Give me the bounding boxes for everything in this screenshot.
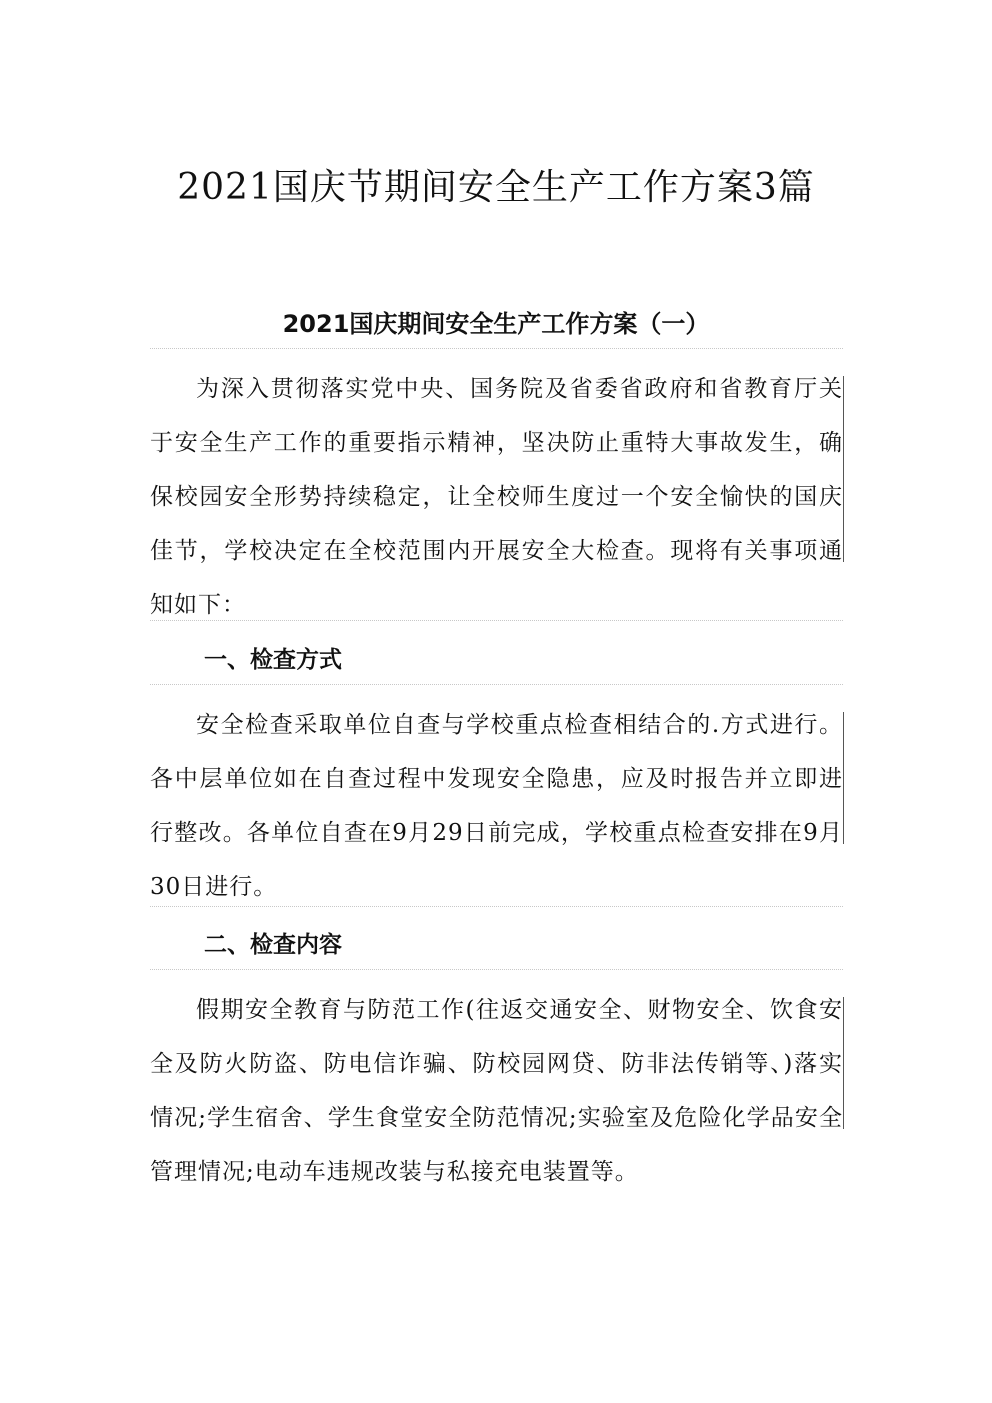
divider [150, 348, 843, 349]
divider [150, 684, 843, 685]
divider [150, 906, 843, 907]
heading-inspection-content: 二、检查内容 [204, 932, 342, 958]
document-title: 2021国庆节期间安全生产工作方案3篇 [177, 167, 815, 208]
divider [150, 620, 843, 621]
section-title: 2021国庆期间安全生产工作方案（一） [282, 310, 710, 338]
paragraph-inspection-method: 安全检查采取单位自查与学校重点检查相结合的.方式进行。各中层单位如在自查过程中发现安全隐患，应及时报告并立即进行整改。各单位自查在9月29日前完成，学校重点检查安排在9月30日进行。 [150, 698, 843, 914]
paragraph-inspection-content: 假期安全教育与防范工作(往返交通安全、财物安全、饮食安全及防火防盗、防电信诈骗、防校园网贷、防非法传销等、)落实情况;学生宿舍、学生食堂安全防范情况;实验室及危险化学品安全管理情况;电动车违规改装与私接充电装置等。 [150, 983, 843, 1199]
heading-inspection-method: 一、检查方式 [204, 647, 342, 673]
divider [150, 969, 843, 970]
intro-paragraph: 为深入贯彻落实党中央、国务院及省委省政府和省教育厅关于安全生产工作的重要指示精神，坚决防止重特大事故发生，确保校园安全形势持续稳定，让全校师生度过一个安全愉快的国庆佳节，学校决定在全校范围内开展安全大检查。现将有关事项通知如下： [150, 362, 843, 632]
